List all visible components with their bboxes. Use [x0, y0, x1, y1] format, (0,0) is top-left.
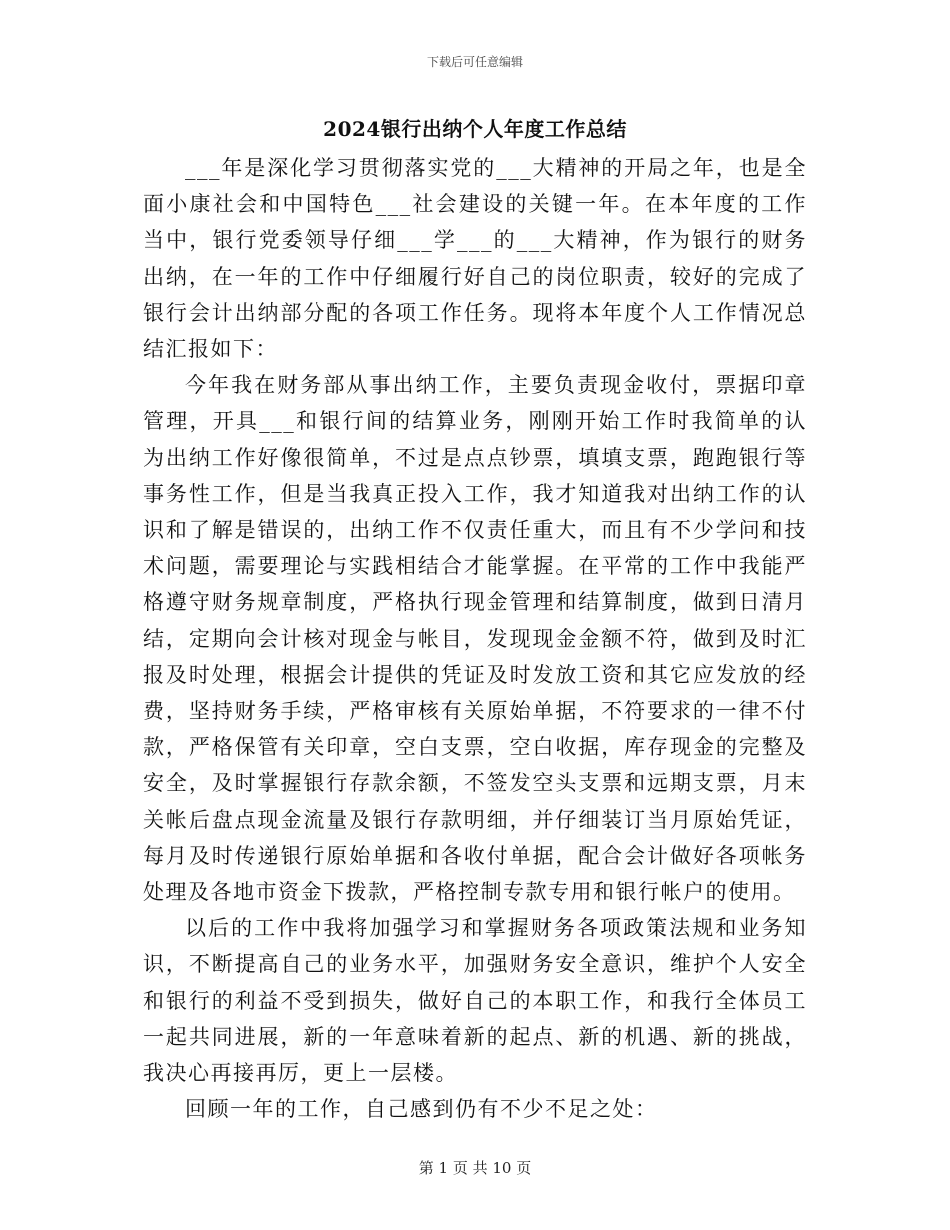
- paragraph-future-plans: 以后的工作中我将加强学习和掌握财务各项政策法规和业务知识，不断提高自己的业务水平，加强财务安全意识，维护个人安全和银行的利益不受到损失，做好自己的本职工作，和我行全体员工一起共同进展，新的一年意味着新的起点、新的机遇、新的挑战，我决心再接再厉，更上一层楼。: [143, 916, 807, 1086]
- document-body: [143, 150, 807, 1127]
- page-footer: 第 1 页 共 10 页: [418, 1159, 532, 1177]
- paragraph-shortcomings: 回顾一年的工作，自己感到仍有不少不足之处：: [185, 1097, 658, 1122]
- paragraph-intro: ___年是深化学习贯彻落实党的___大精神的开局之年，也是全面小康社会和中国特色___社会建设的关键一年。在本年度的工作当中，银行党委领导仔细___学___的___大精神，作为银行的财务出纳，在一年的工作中仔细履行好自己的岗位职责，较好的完成了银行会计出纳部分配的各项工作任务。现将本年度个人工作情况总结汇报如下：: [143, 156, 807, 362]
- document-title: 2024银行出纳个人年度工作总结: [323, 117, 627, 141]
- page-header: 下载后可任意编辑: [426, 55, 523, 69]
- paragraph-work-duties: 今年我在财务部从事出纳工作，主要负责现金收付，票据印章管理，开具___和银行间的结算业务，刚刚开始工作时我简单的认为出纳工作好像很简单，不过是点点钞票，填填支票，跑跑银行等事务性工作，但是当我真正投入工作，我才知道我对出纳工作的认识和了解是错误的，出纳工作不仅责任重大，而且有不少学问和技术问题，需要理论与实践相结合才能掌握。在平常的工作中我能严格遵守财务规章制度，严格执行现金管理和结算制度，做到日清月结，定期向会计核对现金与帐目，发现现金金额不符，做到及时汇报及时处理，根据会计提供的凭证及时发放工资和其它应发放的经费，坚持财务手续，严格审核有关原始单据，不符要求的一律不付款，严格保管有关印章，空白支票，空白收据，库存现金的完整及安全，及时掌握银行存款余额，不签发空头支票和远期支票，月末关帐后盘点现金流量及银行存款明细，并仔细装订当月原始凭证，每月及时传递银行原始单据和各收付单据，配合会计做好各项帐务处理及各地市资金下拨款，严格控制专款专用和银行帐户的使用。: [143, 373, 807, 905]
